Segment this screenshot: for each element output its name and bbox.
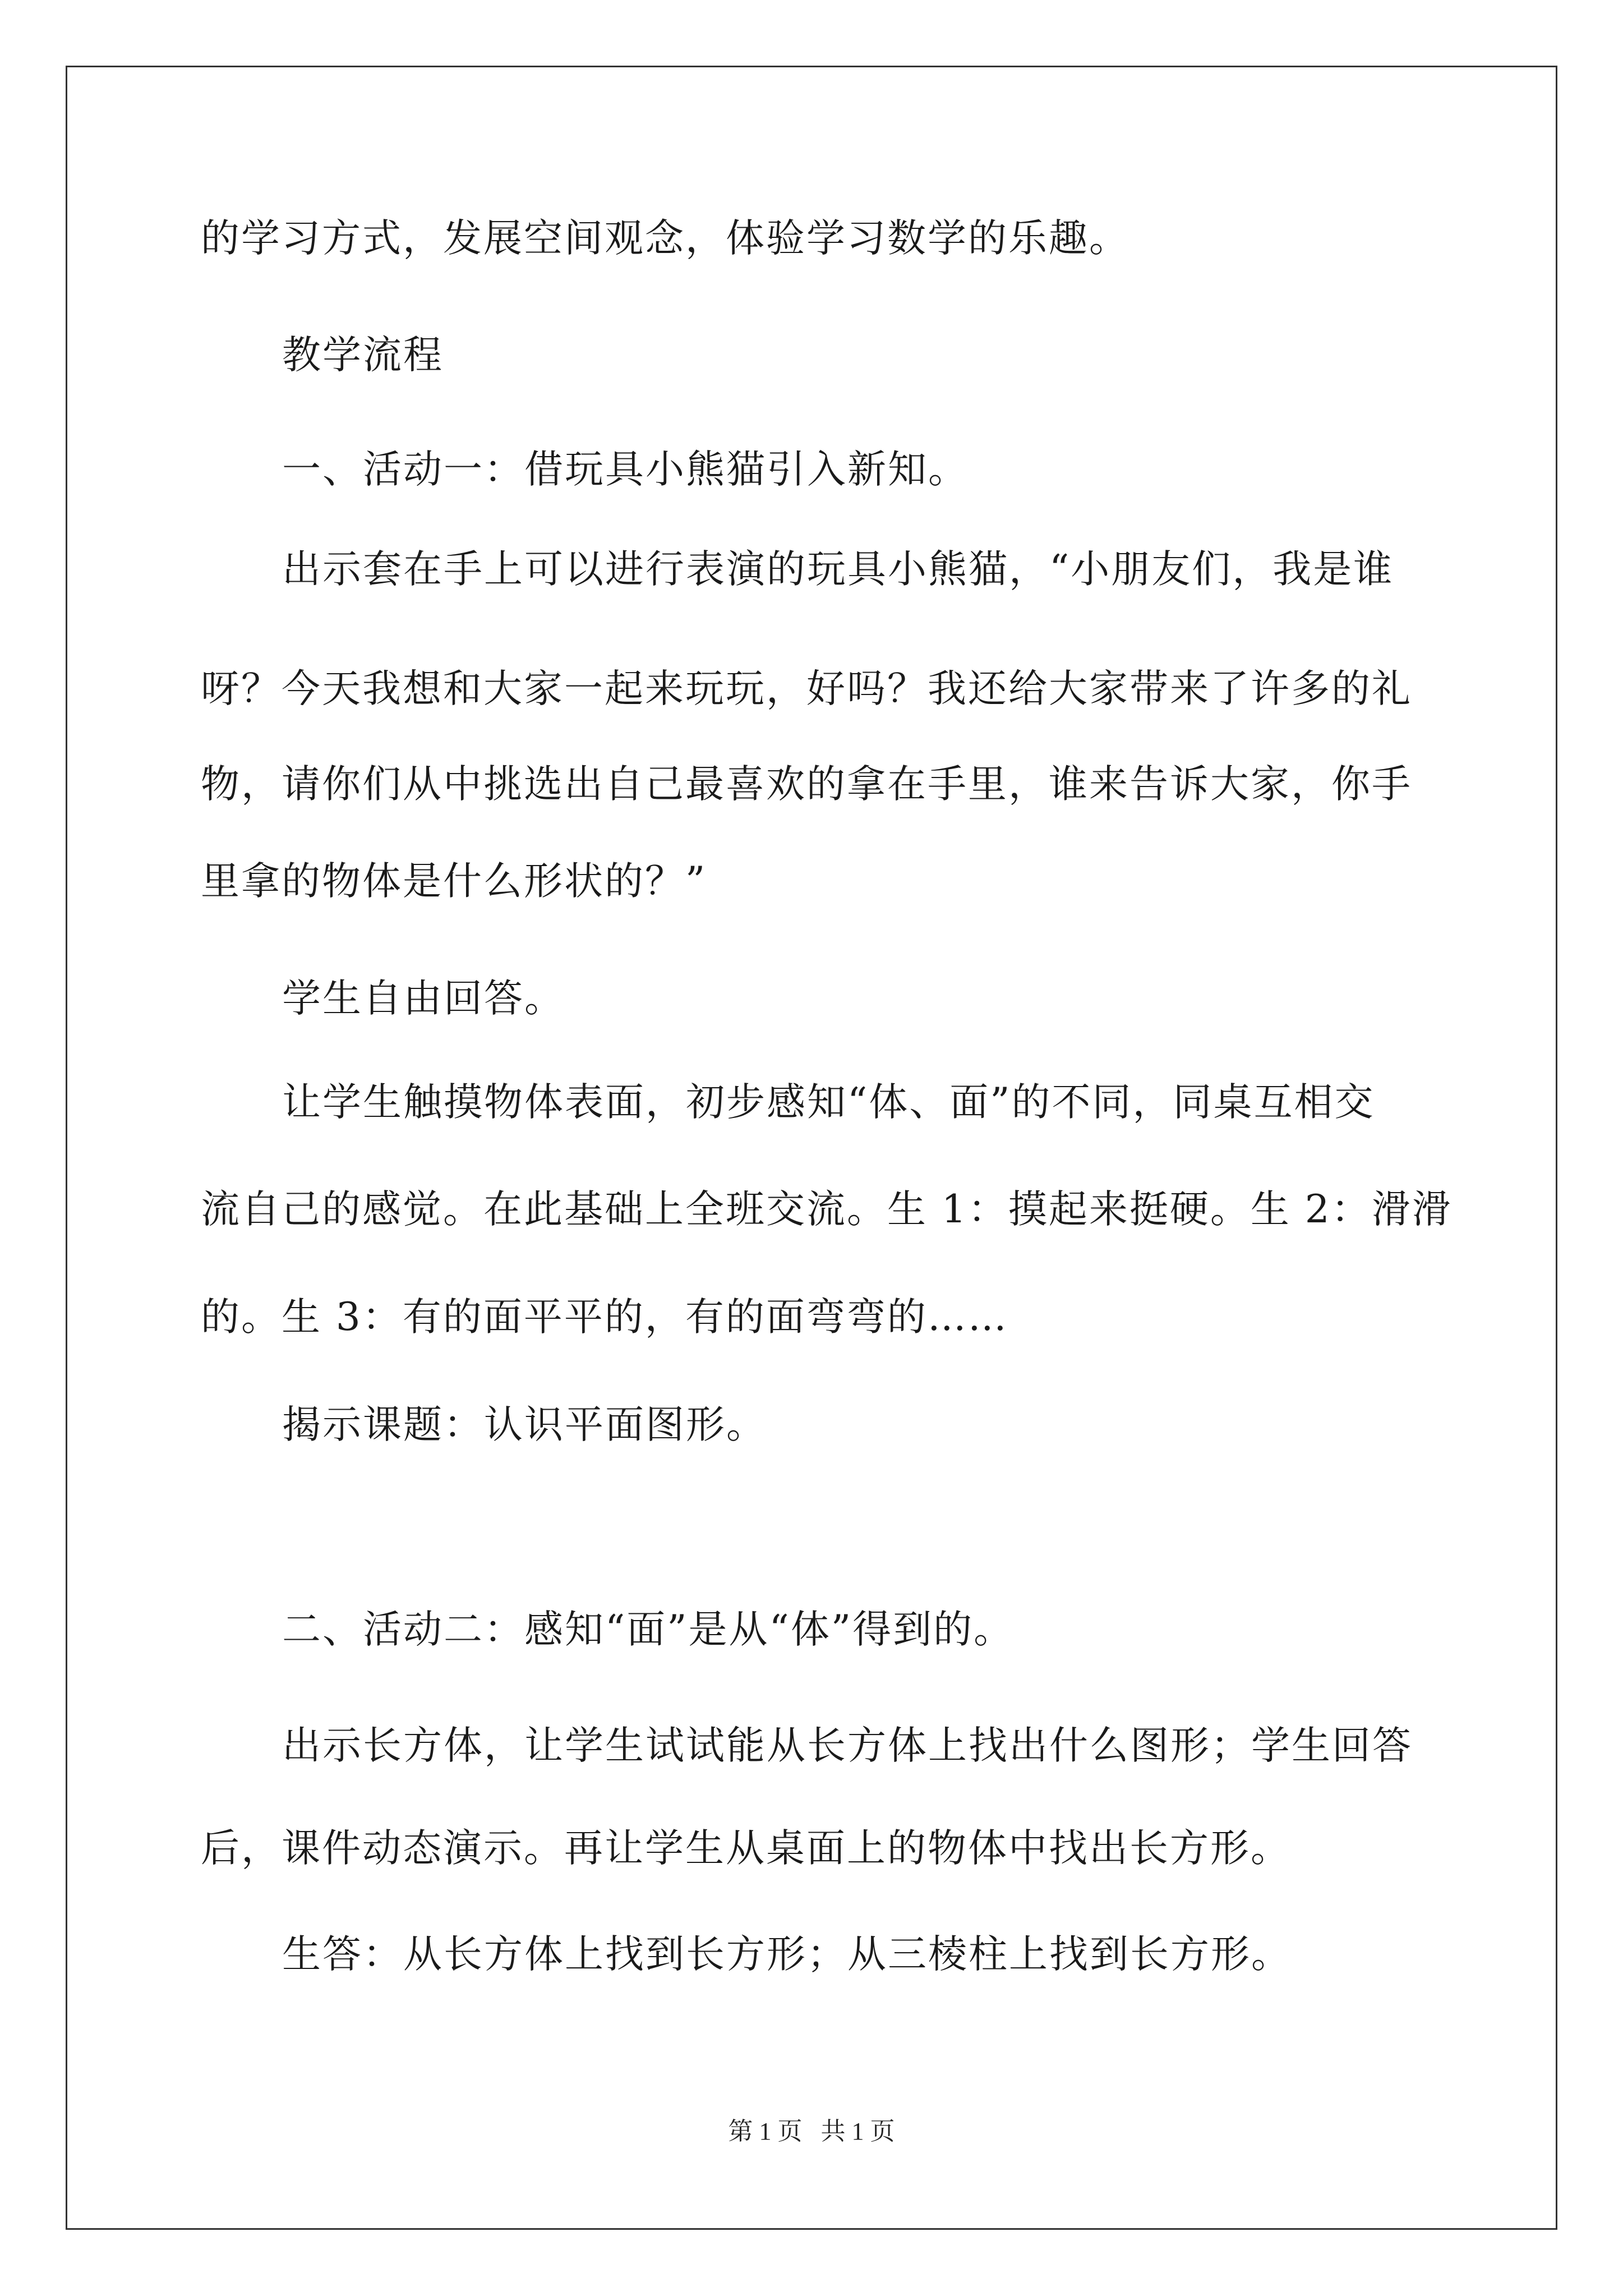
page-border [66,66,1557,2230]
paragraph-line: 学生自由回答。 [282,976,565,1021]
activity-heading: 一、活动一：借玩具小熊猫引入新知。 [282,447,969,492]
paragraph-line: 里拿的物体是什么形状的？” [201,859,707,904]
paragraph-line: 出示长方体，让学生试试能从长方体上找出什么图形；学生回答 [282,1723,1413,1768]
paragraph-line: 呀？今天我想和大家一起来玩玩，好吗？我还给大家带来了许多的礼 [201,666,1412,711]
paragraph-line: 生答：从长方体上找到长方形；从三棱柱上找到长方形。 [282,1932,1292,1977]
paragraph-line: 后，课件动态演示。再让学生从桌面上的物体中找出长方形。 [201,1826,1291,1871]
paragraph-line: 让学生触摸物体表面，初步感知“体、面”的不同，同桌互相交 [282,1080,1375,1125]
page-number: 第 1 页 共 1 页 [728,2118,895,2145]
activity-heading: 二、活动二：感知“面”是从“体”得到的。 [282,1607,1015,1652]
paragraph-line: 的学习方式，发展空间观念，体验学习数学的乐趣。 [201,216,1129,261]
paragraph-line: 物，请你们从中挑选出自己最喜欢的拿在手里，谁来告诉大家，你手 [201,762,1412,807]
paragraph-line: 流自己的感觉。在此基础上全班交流。生 1：摸起来挺硬。生 2：滑滑 [201,1187,1453,1232]
paragraph-line: 的。生 3：有的面平平的，有的面弯弯的…… [201,1295,1008,1340]
paragraph-line: 出示套在手上可以进行表演的玩具小熊猫，“小朋友们，我是谁 [282,547,1394,592]
paragraph-line: 揭示课题：认识平面图形。 [282,1402,767,1447]
section-heading: 教学流程 [282,333,444,378]
